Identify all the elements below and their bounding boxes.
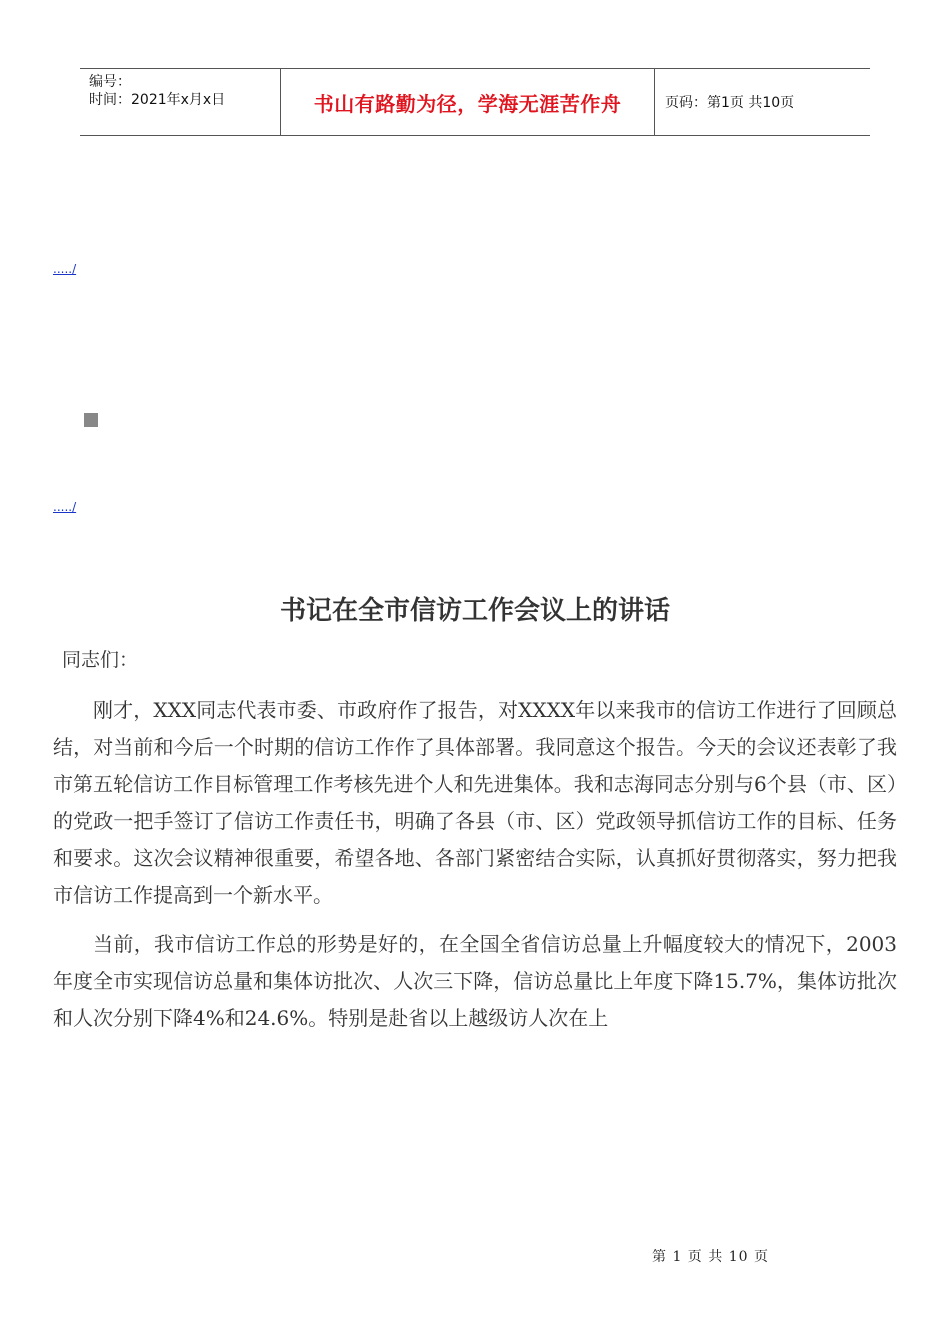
greeting: 同志们： (62, 649, 139, 671)
header-motto-cell (281, 69, 655, 135)
date-label: 时间：2021年x月x日 (89, 92, 226, 108)
header-meta-cell (80, 69, 281, 135)
link-1[interactable]: ...../ (53, 262, 77, 276)
document-title: 书记在全市信访工作会议上的讲话 (279, 596, 670, 626)
paragraph: 刚才，XXX同志代表市委、市政府作了报告，对XXXX年以来我市的信访工作进行了回顾总结，对当前和今后一个时期的信访工作作了具体部署。我同意这个报告。今天的会议还表彰了我市第五轮信访工作目标管理工作考核先进个人和先进集体。我和志海同志分别与6个县（市、区）的党政一把手签订了信访工作责任书，明确了各县（市、区）党政领导抓信访工作的目标、任务和要求。这次会议精神很重要，希望各地、各部门紧密结合实际，认真抓好贯彻落实，努力把我市信访工作提高到一个新水平。 (53, 698, 897, 907)
header-page-cell (655, 69, 870, 135)
page-footer: 第 1 页 共 10 页 (652, 1249, 769, 1265)
motto: 书山有路勤为径，学海无涯苦作舟 (313, 91, 622, 116)
square-icon (84, 413, 98, 427)
header-table (80, 68, 870, 136)
number-label: 编号： (89, 74, 131, 90)
page-info: 页码：第1页 共10页 (665, 95, 795, 111)
paragraph: 当前，我市信访工作总的形势是好的，在全国全省信访总量上升幅度较大的情况下，2003年度全市实现信访总量和集体访批次、人次三下降，信访总量比上年度下降15.7%，集体访批次和人次分别下降4%和24.6%。特别是赴省以上越级访人次在上 (53, 932, 897, 1030)
link-2[interactable]: ...../ (53, 500, 77, 514)
document-body (53, 692, 897, 1049)
